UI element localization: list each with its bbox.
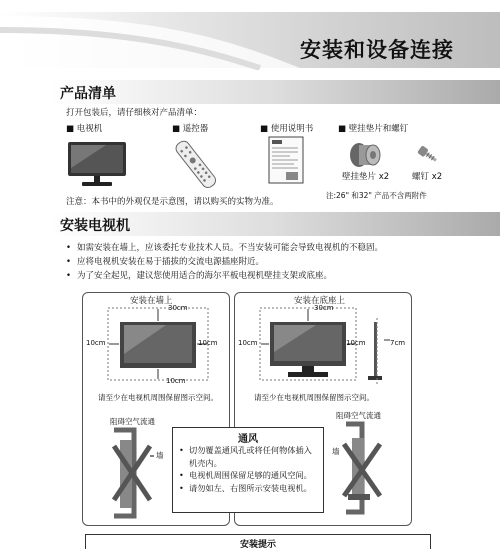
base-mount-diagram [236, 304, 408, 386]
appearance-note: 注意：本书中的外观仅是示意图，请以购买的实物为准。 [66, 197, 279, 207]
bullet-item: • 如需安装在墙上，应该委托专业技术人员。不当安装可能会导致电视机的不稳固。 [66, 241, 383, 255]
ventilation-title: 通风 [238, 434, 258, 445]
base-dim-left: 10cm [238, 339, 258, 347]
install-tips-bar [85, 534, 431, 549]
ventilation-box [172, 427, 324, 513]
bullet-item: • 应将电视机安装在易于插拔的交流电源插座附近。 [66, 255, 383, 269]
pad-label: 壁挂垫片 x2 [342, 172, 390, 182]
wall-wall-label: 墙 [156, 451, 164, 460]
ventilation-item: • 电视机周围保留足够的通风空间。 [179, 469, 315, 482]
section-install-tv [52, 212, 500, 236]
ventilation-item: • 请勿如左、右图所示安装电视机。 [179, 482, 315, 495]
wall-panel-title: 安装在墙上 [130, 296, 173, 306]
install-tips-title: 安装提示 [239, 540, 276, 550]
install-bullets [66, 241, 383, 283]
item-remote-label: ■ 遥控器 [172, 124, 209, 134]
item-mount-label: ■ 壁挂垫片和螺钉 [338, 124, 409, 134]
wall-dim-top: 30cm [168, 304, 188, 312]
item-manual-label: ■ 使用说明书 [260, 124, 314, 134]
base-blocked-diagram [340, 420, 386, 516]
section-title: 安装电视机 [60, 218, 130, 234]
base-caption: 请至少在电视机周围保留图示空间。 [254, 393, 374, 402]
wall-blocked-diagram [110, 426, 156, 520]
base-wall-label: 墙 [332, 447, 340, 456]
item-tv-label: ■ 电视机 [66, 124, 103, 134]
size-note: 注:26" 和32" 产品不含两附件 [326, 191, 427, 200]
section-product-list [52, 80, 500, 104]
wall-dim-left: 10cm [86, 339, 106, 347]
base-panel-title: 安装在底座上 [294, 296, 346, 306]
remote-icon [166, 138, 224, 192]
intro-text: 打开包装后，请仔细核对产品清单： [66, 108, 203, 118]
base-dim-right: 10cm [346, 339, 366, 347]
screw-icon [412, 146, 438, 168]
manual-icon [268, 136, 306, 186]
wall-airflow-label: 阻碍空气流通 [110, 417, 155, 426]
wall-pad-icon [348, 140, 382, 170]
tv-icon [66, 140, 128, 188]
base-airflow-label: 阻碍空气流通 [336, 411, 381, 420]
base-dim-side: 7cm [390, 339, 406, 347]
wall-caption: 请至少在电视机周围保留图示空间。 [98, 393, 218, 402]
ventilation-list [179, 444, 315, 494]
ventilation-item: • 切勿覆盖通风孔或将任何物体插入机壳内。 [179, 444, 315, 469]
bullet-item: • 为了安全起见，建议您使用适合的海尔平板电视机壁挂支架或底座。 [66, 269, 383, 283]
screw-label: 螺钉 x2 [412, 172, 443, 182]
base-dim-top: 30cm [314, 304, 334, 312]
wall-dim-bottom: 10cm [166, 377, 186, 385]
section-title: 产品清单 [60, 86, 116, 102]
page-title: 安装和设备连接 [300, 38, 454, 62]
wall-dim-right: 10cm [198, 339, 218, 347]
